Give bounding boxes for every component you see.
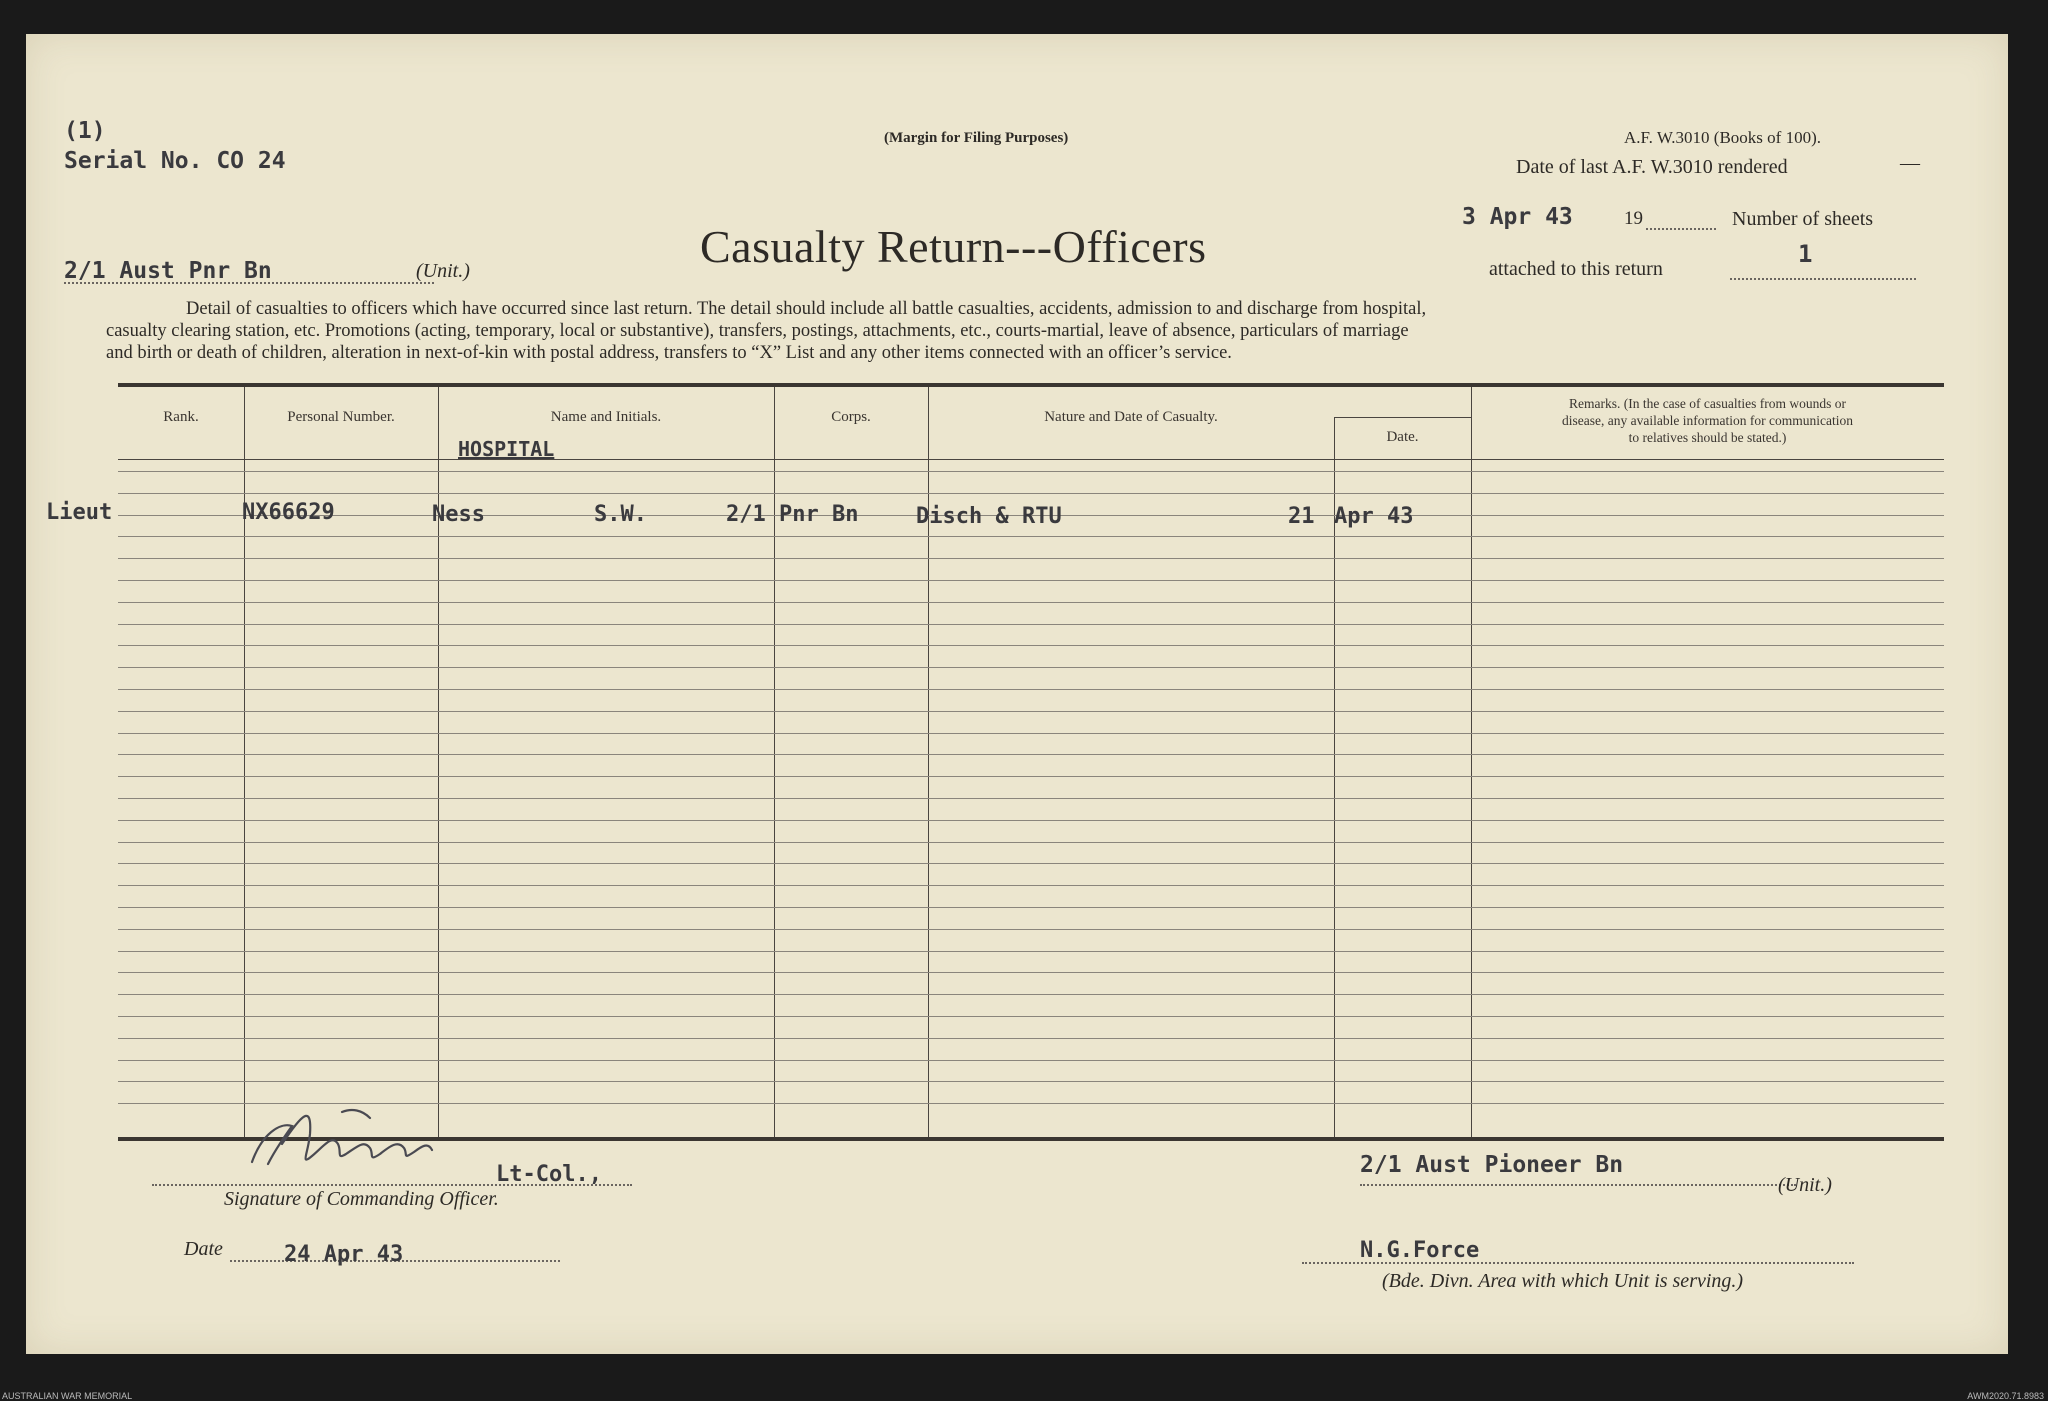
header-name: Name and Initials. bbox=[550, 409, 662, 425]
date-label: Date bbox=[184, 1238, 223, 1260]
unit-full-label: (Unit.) bbox=[1778, 1174, 1832, 1196]
ruled-line bbox=[118, 885, 1944, 886]
ruled-line bbox=[118, 1060, 1944, 1061]
ruled-line bbox=[118, 1016, 1944, 1017]
entry-rank: Lieut bbox=[46, 500, 113, 525]
sheets-dotted-line bbox=[1730, 278, 1916, 280]
signature-label: Signature of Commanding Officer. bbox=[224, 1188, 499, 1210]
date-last-label: Date of last A.F. W.3010 rendered bbox=[1516, 156, 1788, 178]
ruled-line bbox=[118, 645, 1944, 646]
signature-image bbox=[242, 1104, 502, 1174]
remarks-line-1: Remarks. (In the case of casualties from wounds or bbox=[1568, 396, 1847, 411]
form-title: Casualty Return---Officers bbox=[700, 221, 1207, 272]
serial-index: (1) bbox=[64, 118, 106, 144]
archive-credit-bar bbox=[0, 1391, 2048, 1401]
unit-full-dotted-line bbox=[1360, 1184, 1796, 1186]
entry-personal-number: NX66629 bbox=[242, 500, 335, 525]
header-remarks bbox=[1471, 395, 1944, 446]
remarks-header-underline bbox=[1471, 459, 1944, 460]
unit-label: (Unit.) bbox=[416, 260, 470, 282]
entry-day: 21 bbox=[1288, 504, 1315, 529]
header-personal-number: Personal Number. bbox=[287, 409, 395, 425]
ruled-line bbox=[118, 667, 1944, 668]
ruled-line bbox=[118, 798, 1944, 799]
unit-full-value: 2/1 Aust Pioneer Bn bbox=[1360, 1152, 1624, 1178]
header-rank: Rank. bbox=[163, 409, 199, 425]
header-date: Date. bbox=[1386, 429, 1419, 445]
ruled-line bbox=[118, 972, 1944, 973]
margin-note: (Margin for Filing Purposes) bbox=[884, 130, 1069, 146]
force-label: (Bde. Divn. Area with which Unit is serving.) bbox=[1382, 1270, 1744, 1292]
entry-name: Ness bbox=[432, 502, 485, 527]
instruction-line-1: Detail of casualties to officers which have occurred since last return. The detail should include all battle casualties, accidents, admission to and discharge from hospital, bbox=[186, 299, 1427, 319]
ruled-line bbox=[118, 558, 1944, 559]
ruled-line bbox=[118, 1081, 1944, 1082]
casualty-return-form bbox=[26, 34, 2008, 1354]
instructions bbox=[106, 298, 1946, 364]
ruled-line bbox=[118, 471, 1944, 472]
ruled-line bbox=[118, 820, 1944, 821]
col-divider bbox=[1471, 387, 1472, 1137]
ruled-line bbox=[118, 907, 1944, 908]
ruled-line bbox=[118, 602, 1944, 603]
form-number: A.F. W.3010 (Books of 100). bbox=[1624, 128, 1821, 147]
entry-corps: 2/1 Pnr Bn bbox=[726, 502, 859, 527]
ruled-line bbox=[118, 580, 1944, 581]
date-subheader-rule bbox=[1334, 417, 1471, 418]
sheets-label: Number of sheets bbox=[1732, 208, 1874, 230]
ruled-line bbox=[118, 929, 1944, 930]
force-dotted-line bbox=[1302, 1262, 1854, 1264]
instruction-line-2: casualty clearing station, etc. Promotions (acting, temporary, local or substantive), transfers, postings, attachments, etc., courts-martial, leave of absence, particulars of marriage bbox=[106, 321, 1409, 341]
ruled-line bbox=[118, 689, 1944, 690]
credit-right: AWM2020.71.8983 bbox=[1967, 1391, 2044, 1401]
entry-nature: Disch & RTU bbox=[916, 504, 1062, 529]
header-corps: Corps. bbox=[831, 409, 871, 425]
unit-value: 2/1 Aust Pnr Bn bbox=[64, 258, 272, 284]
signature-rank: Lt-Col., bbox=[496, 1162, 602, 1187]
date-value: 24 Apr 43 bbox=[284, 1242, 404, 1267]
ruled-line bbox=[118, 776, 1944, 777]
unit-dotted-line bbox=[64, 282, 434, 284]
serial-number: Serial No. CO 24 bbox=[64, 148, 286, 174]
ruled-line bbox=[118, 863, 1944, 864]
entry-initials: S.W. bbox=[594, 502, 647, 527]
year-prefix: 19 bbox=[1624, 208, 1643, 229]
credit-left: AUSTRALIAN WAR MEMORIAL bbox=[2, 1391, 133, 1401]
remarks-line-3: to relatives should be stated.) bbox=[1628, 430, 1787, 445]
ruled-line bbox=[118, 536, 1944, 537]
header-underline bbox=[118, 459, 1471, 460]
casualty-table bbox=[118, 383, 1944, 1141]
ruled-line bbox=[118, 624, 1944, 625]
year-dotted-line bbox=[1646, 228, 1716, 230]
ruled-line bbox=[118, 711, 1944, 712]
entry-date: Apr 43 bbox=[1334, 504, 1414, 529]
header-nature: Nature and Date of Casualty. bbox=[1044, 409, 1218, 425]
remarks-line-2: disease, any available information for communication bbox=[1562, 413, 1853, 428]
force-value: N.G.Force bbox=[1360, 1238, 1480, 1263]
col-divider bbox=[774, 387, 775, 1137]
ruled-line bbox=[118, 1038, 1944, 1039]
ruled-line bbox=[118, 493, 1944, 494]
ruled-line bbox=[118, 754, 1944, 755]
instruction-line-3: and birth or death of children, alteration in next-of-kin with postal address, transfers to “X” List and any other items connected with an officer’s service. bbox=[106, 343, 1232, 363]
date-typed: 3 Apr 43 bbox=[1462, 204, 1573, 230]
col-divider bbox=[928, 387, 929, 1137]
ruled-line bbox=[118, 733, 1944, 734]
section-heading: HOSPITAL bbox=[458, 437, 555, 461]
sheets-label-2: attached to this return bbox=[1489, 258, 1663, 280]
col-divider bbox=[438, 387, 439, 1137]
sheets-value: 1 bbox=[1798, 240, 1813, 268]
ruled-line bbox=[118, 842, 1944, 843]
ruled-line bbox=[118, 994, 1944, 995]
date-last-value: — bbox=[1900, 152, 1920, 174]
ruled-line bbox=[118, 951, 1944, 952]
